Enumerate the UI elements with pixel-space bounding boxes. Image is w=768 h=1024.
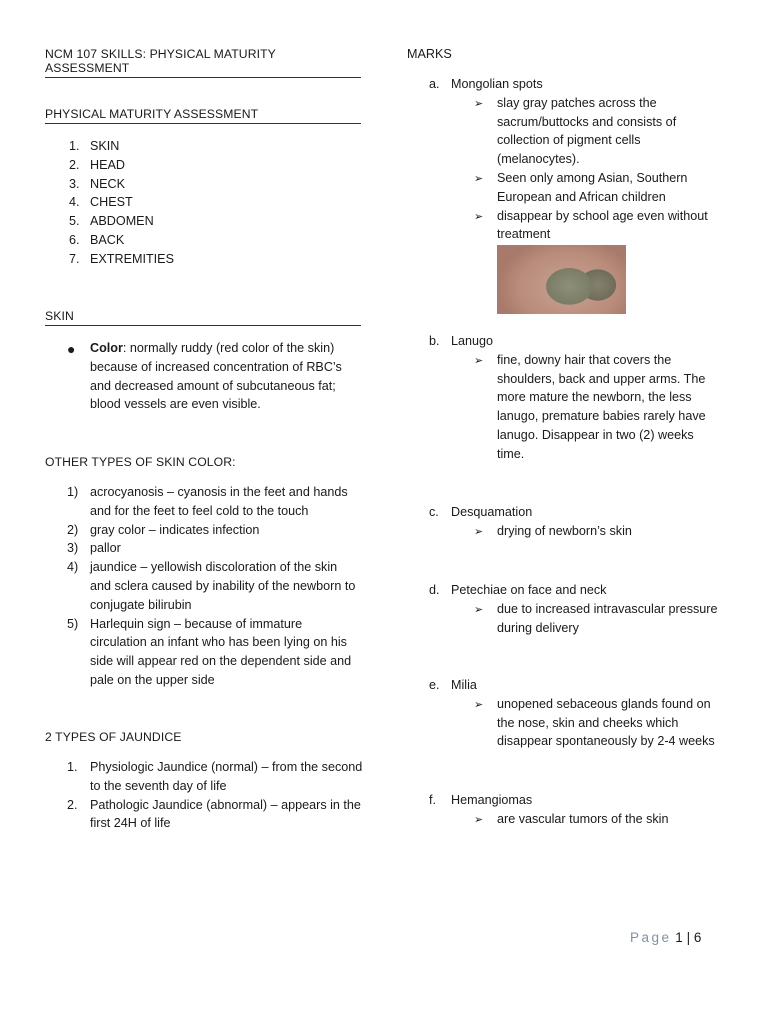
list-item-number: 1. bbox=[67, 760, 78, 774]
bullet-line: slay gray patches across the bbox=[497, 95, 657, 110]
section-title: Petechiae on face and neck bbox=[451, 583, 607, 597]
list-item-line: conjugate bilirubin bbox=[90, 597, 192, 612]
list-item-text bbox=[90, 615, 406, 690]
list-item-line: pale on the upper side bbox=[90, 672, 215, 687]
list-item-text bbox=[90, 758, 406, 796]
arrowhead-bullet-icon: ➢ bbox=[474, 525, 484, 538]
list-item-number: 1) bbox=[67, 485, 79, 499]
list-item-text bbox=[90, 796, 406, 834]
color-text bbox=[90, 339, 406, 414]
bullet-text bbox=[497, 169, 723, 207]
arrowhead-bullet-icon: ➢ bbox=[474, 173, 484, 185]
bullet-line: more mature the newborn, the less bbox=[497, 390, 692, 405]
bullet-line: (melanocytes). bbox=[497, 152, 580, 167]
list-item-number: 5) bbox=[67, 616, 79, 631]
pma-item-number: 2. bbox=[69, 157, 80, 172]
bullet-text bbox=[497, 810, 723, 829]
page-separator: | bbox=[686, 930, 691, 945]
list-item-line: Physiologic Jaundice (normal) – from the second bbox=[90, 760, 363, 774]
arrowhead-bullet-icon: ➢ bbox=[474, 210, 484, 223]
mongolian-spots-photo bbox=[497, 245, 626, 314]
list-item-line: acrocyanosis – cyanosis in the feet and hands bbox=[90, 485, 348, 499]
skin-heading: SKIN bbox=[45, 309, 361, 326]
bullet-line: European and African children bbox=[497, 189, 666, 204]
list-item-text bbox=[90, 558, 406, 614]
arrowhead-bullet-icon: ➢ bbox=[474, 698, 484, 711]
list-item-number: 2. bbox=[67, 797, 78, 812]
pma-item-number: 7. bbox=[69, 251, 80, 266]
arrowhead-bullet-icon: ➢ bbox=[474, 97, 484, 110]
arrowhead-bullet-icon: ➢ bbox=[474, 813, 484, 826]
bullet-line: lanugo. Disappear in two (2) weeks bbox=[497, 427, 694, 442]
section-letter: a. bbox=[429, 77, 440, 91]
bullet-line: treatment bbox=[497, 227, 551, 242]
marks-heading: MARKS bbox=[407, 47, 452, 61]
section-title: Hemangiomas bbox=[451, 793, 533, 807]
bullet-line: the nose, skin and cheeks which bbox=[497, 715, 679, 730]
bullet-text bbox=[497, 600, 723, 638]
bullet-line: time. bbox=[497, 446, 525, 461]
section-letter: c. bbox=[429, 505, 439, 519]
list-item-text bbox=[90, 521, 406, 540]
bullet-line: disappear spontaneously by 2-4 weeks bbox=[497, 734, 715, 749]
pma-heading: PHYSICAL MATURITY ASSESSMENT bbox=[45, 107, 361, 124]
section-letter: f. bbox=[429, 793, 436, 807]
list-item-line: first 24H of life bbox=[90, 816, 171, 831]
color-label: Color bbox=[90, 341, 123, 355]
list-item-line: jaundice – yellowish discoloration of the skin bbox=[90, 560, 338, 575]
list-item-line: and sclera caused by inability of the newborn to bbox=[90, 578, 356, 593]
section-letter: d. bbox=[429, 583, 440, 597]
section-letter: e. bbox=[429, 678, 440, 692]
bullet-line: shoulders, back and upper arms. The bbox=[497, 371, 706, 386]
page-number: 1 bbox=[675, 930, 683, 945]
section-title: Lanugo bbox=[451, 334, 494, 348]
list-item-number: 2) bbox=[67, 522, 79, 537]
bullet-line: during delivery bbox=[497, 620, 579, 635]
bullet-line: Seen only among Asian, Southern bbox=[497, 171, 688, 185]
page-total: 6 bbox=[693, 930, 702, 945]
pma-item-number: 1. bbox=[69, 139, 80, 153]
list-item-line: side will appear red on the dependent side and bbox=[90, 654, 352, 669]
pma-item-label: EXTREMITIES bbox=[90, 251, 174, 266]
round-bullet-icon: ● bbox=[67, 341, 76, 357]
color-line: : normally ruddy (red color of the skin) bbox=[122, 341, 335, 355]
bullet-text bbox=[497, 351, 723, 464]
bullet-line: are vascular tumors of the skin bbox=[497, 811, 669, 826]
list-item-line: to the seventh day of life bbox=[90, 778, 227, 793]
section-letter: b. bbox=[429, 334, 440, 348]
pma-item-label: NECK bbox=[90, 176, 125, 191]
page-word: Page bbox=[630, 930, 672, 945]
document-title: NCM 107 SKILLS: PHYSICAL MATURITY ASSESSMENT bbox=[45, 47, 361, 78]
color-line: because of increased concentration of RBC’s bbox=[90, 359, 342, 374]
bullet-text bbox=[497, 522, 723, 541]
other-types-heading: OTHER TYPES OF SKIN COLOR: bbox=[45, 455, 236, 469]
list-item-line: Harlequin sign – because of immature bbox=[90, 616, 303, 631]
bullet-line: due to increased intravascular pressure bbox=[497, 601, 718, 616]
list-item-number: 4) bbox=[67, 560, 79, 575]
pma-item-number: 6. bbox=[69, 233, 80, 247]
pma-item-label: BACK bbox=[90, 233, 125, 247]
list-item-number: 3) bbox=[67, 541, 79, 556]
pma-item-number: 3. bbox=[69, 176, 80, 191]
list-item-line: Pathologic Jaundice (abnormal) – appears in the bbox=[90, 797, 361, 812]
bullet-line: unopened sebaceous glands found on bbox=[497, 696, 711, 711]
bullet-line: drying of newborn’s skin bbox=[497, 523, 632, 538]
section-title: Desquamation bbox=[451, 505, 533, 519]
bullet-line: collection of pigment cells bbox=[497, 133, 641, 148]
section-title: Milia bbox=[451, 678, 477, 692]
bullet-text bbox=[497, 94, 723, 169]
section-title: Mongolian spots bbox=[451, 77, 543, 91]
pma-item-number: 5. bbox=[69, 214, 80, 229]
pma-item-label: HEAD bbox=[90, 157, 125, 172]
bullet-line: fine, downy hair that covers the bbox=[497, 352, 672, 367]
pma-item-number: 4. bbox=[69, 195, 80, 210]
bullet-text bbox=[497, 695, 723, 751]
arrowhead-bullet-icon: ➢ bbox=[474, 603, 484, 616]
list-item-line: and for the feet to feel cold to the touch bbox=[90, 503, 309, 518]
pma-item-label: ABDOMEN bbox=[90, 214, 154, 229]
bullet-line: disappear by school age even without bbox=[497, 208, 708, 223]
bullet-line: lanugo, premature babies rarely have bbox=[497, 409, 706, 424]
pma-item-label: CHEST bbox=[90, 195, 133, 210]
list-item-text bbox=[90, 483, 406, 521]
list-item-line: circulation an infant who has been lying on his bbox=[90, 635, 347, 650]
arrowhead-bullet-icon: ➢ bbox=[474, 354, 484, 367]
bullet-text bbox=[497, 207, 723, 245]
list-item-line: gray color – indicates infection bbox=[90, 522, 260, 537]
pma-item-label: SKIN bbox=[90, 139, 120, 153]
color-line: and decreased amount of subcutaneous fat; bbox=[90, 378, 336, 393]
bullet-line: sacrum/buttocks and consists of bbox=[497, 114, 677, 129]
jaundice-heading: 2 TYPES OF JAUNDICE bbox=[45, 730, 182, 744]
page-footer bbox=[630, 930, 701, 945]
list-item-line: pallor bbox=[90, 541, 121, 556]
color-line: blood vessels are even visible. bbox=[90, 397, 261, 412]
list-item-text bbox=[90, 539, 406, 558]
